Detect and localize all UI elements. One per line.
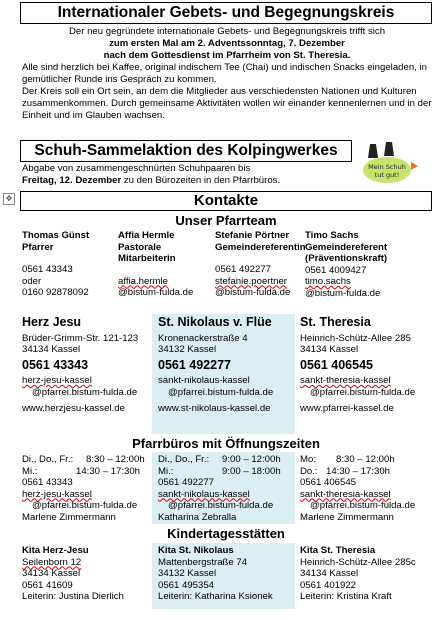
intro-place: nach dem Gottesdienst im Pfarrheim von St. Theresia. — [103, 50, 351, 61]
offices-title: Pfarrbüros mit Öffnungszeiten — [132, 436, 320, 451]
team-member — [215, 230, 315, 299]
kita-lead: Leiterin: Kristina Kraft — [300, 591, 392, 602]
heading-kontakte: Kontakte — [20, 191, 432, 211]
kita-phone: 0561 401922 — [300, 579, 357, 591]
kita-lead: Leiterin: Justina Dierlich — [22, 591, 124, 602]
member-role: Pfarrer — [22, 241, 54, 253]
member-mail[interactable]: @bistum-fulda.de — [305, 287, 381, 299]
member-role: (Präventionskraft) — [305, 253, 388, 264]
office-hours: Di., Do., Fr.: 9:00 – 12:00h — [158, 454, 281, 465]
member-name: Stefanie Pörtner — [215, 230, 290, 241]
office-person: Katharina Zebralla — [158, 511, 237, 523]
church-phone: 0561 406545 — [300, 357, 373, 372]
office-phone: 0561 406545 — [300, 477, 357, 488]
team-member — [305, 230, 435, 299]
kita-phone: 0561 41609 — [22, 579, 73, 591]
logo-text: Mein Schuh — [368, 163, 406, 171]
svg-text:tut gut!: tut gut! — [374, 171, 400, 179]
shoe-logo — [356, 136, 418, 192]
team-member — [22, 230, 112, 299]
church-city: 34132 Kassel — [158, 344, 217, 355]
church-mail[interactable]: @pfarrei.bistum-fulda.de — [310, 386, 416, 398]
schuh-line — [22, 175, 352, 187]
church-street: Heinrich-Schütz-Allee 285 — [300, 332, 411, 344]
kita-street: Seilenborn 12 — [22, 556, 82, 568]
church-mail[interactable]: @pfarrei.bistum-fulda.de — [168, 386, 274, 398]
church-street: Kronenackerstraße 4 — [158, 332, 248, 344]
office-mail[interactable]: sankt-nikolaus-kassel — [158, 488, 250, 500]
member-name: Affia Hermle — [118, 230, 175, 241]
schuh-text — [22, 163, 352, 187]
intro-text — [22, 26, 432, 122]
schuh-line: Abgabe von zusammengeschnürten Schuhpaaren bis — [22, 163, 251, 174]
office-mail[interactable]: @pfarrei.bistum-fulda.de — [32, 500, 138, 511]
schuh-rest: zu den Bürozeiten in den Pfarrbüros. — [121, 175, 281, 186]
church-mail[interactable]: herz-jesu-kassel — [22, 375, 92, 386]
office-mail[interactable]: @pfarrei.bistum-fulda.de — [168, 500, 274, 511]
church-name: Herz Jesu — [22, 315, 82, 329]
kita-st-nikolaus — [158, 545, 294, 603]
church-st-theresia — [300, 317, 434, 415]
office-hours: Mo: 8:30 – 12:00h — [300, 454, 395, 465]
church-city: 34134 Kassel — [22, 344, 81, 355]
schuh-date: Freitag, 12. Dezember — [22, 175, 122, 186]
office-st-nikolaus — [158, 454, 294, 523]
church-city: 34134 Kassel — [300, 344, 359, 355]
kita-phone: 0561 495354 — [158, 579, 215, 591]
member-role: Gemeindereferentin — [215, 241, 306, 253]
member-mail[interactable]: affia.hermle — [118, 275, 168, 287]
office-hours: Do.: 14:30 – 17:30h — [300, 465, 391, 477]
office-mail[interactable]: @pfarrei.bistum-fulda.de — [310, 500, 416, 511]
office-hours: Mi.: 9:00 – 18:00h — [158, 465, 281, 477]
church-mail[interactable]: sankt-nikolaus-kassel — [158, 375, 250, 386]
office-herz-jesu — [22, 454, 150, 523]
church-name: St. Theresia — [300, 315, 371, 329]
member-mail[interactable]: timo.sachs — [305, 276, 351, 287]
member-mail[interactable]: stefanie.poertner — [215, 275, 287, 287]
church-st-nikolaus — [158, 317, 294, 415]
member-role: Mitarbeiterin — [118, 253, 176, 264]
move-handle-icon[interactable]: ✥ — [3, 193, 15, 205]
office-mail[interactable]: herz-jesu-kassel — [22, 488, 92, 500]
intro-paragraph: Der Kreis soll ein Ort sein, an dem die Mitglieder aus verschiedensten Nationen und Kulturen zusammenkommen. Durch gemeinsame Aktivitäten wollen wir einander kennenlernen und in der Einheit und im Glauben wachsen. — [22, 86, 432, 121]
kita-name: Kita Herz-Jesu — [22, 545, 89, 556]
member-phone: 0561 4009427 — [305, 264, 367, 276]
kita-name: Kita St. Nikolaus — [158, 545, 234, 556]
member-phone: 0561 43343 — [22, 264, 73, 275]
intro-line: Der neu gegründete internationale Gebets- und Begegnungskreis trifft sich — [68, 26, 386, 37]
kita-city: 34134 Kassel — [22, 568, 81, 579]
kita-street: Mattenbergstraße 74 — [158, 556, 248, 568]
member-extra: oder — [22, 275, 42, 287]
kita-lead: Leiterin: Katharina Ksionek — [158, 591, 273, 602]
member-extra: 0160 92878092 — [22, 287, 89, 298]
team-member — [118, 230, 213, 299]
office-person: Marlene Zimmermann — [300, 511, 394, 523]
kita-street: Heinrich-Schütz-Allee 285c — [300, 556, 416, 568]
kita-city: 34134 Kassel — [300, 568, 359, 579]
office-hours: Di., Do., Fr.: 8:30 – 12:00h — [22, 454, 145, 465]
office-phone: 0561 492277 — [158, 477, 215, 488]
church-name: St. Nikolaus v. Flüe — [158, 315, 272, 329]
kita-city: 34132 Kassel — [158, 568, 217, 579]
church-mail[interactable]: @pfarrei.bistum-fulda.de — [32, 386, 138, 398]
pfarrteam-title: Unser Pfarrteam — [175, 213, 277, 228]
member-name: Timo Sachs — [305, 230, 359, 241]
church-web[interactable]: www.herzjesu-kassel.de — [22, 403, 125, 414]
church-phone: 0561 492277 — [158, 357, 231, 372]
member-role: Gemeindereferent — [305, 241, 388, 253]
heading-schuhsammelaktion: Schuh-Sammelaktion des Kolpingwerkes — [20, 140, 352, 162]
member-mail[interactable]: @bistum-fulda.de — [215, 287, 291, 298]
member-mail[interactable]: @bistum-fulda.de — [118, 287, 194, 298]
church-web[interactable]: www.st-nikolaus-kassel.de — [158, 403, 271, 414]
church-phone: 0561 43343 — [22, 357, 89, 372]
office-hours: Mi.: 14:30 – 17:30h — [22, 465, 141, 477]
heading-gebetskreis: Internationaler Gebets- und Begegnungskreis — [20, 2, 432, 24]
office-phone: 0561 43343 — [22, 477, 73, 488]
member-name: Thomas Günst — [22, 230, 90, 241]
church-mail[interactable]: sankt-theresia-kassel — [300, 375, 391, 386]
intro-paragraph: Alle sind herzlich bei Kaffee, original indischem Tee (Chai) und indischen Snacks eingeladen, in gemütlicher Runde ins Gespräch zu kommen. — [22, 62, 427, 85]
member-phone: 0561 492277 — [215, 264, 272, 275]
intro-date: zum ersten Mal am 2. Adventssonntag, 7. Dezember — [109, 38, 345, 49]
kita-name: Kita St. Theresia — [300, 545, 376, 556]
church-web[interactable]: www.pfarrei-kassel.de — [300, 403, 394, 414]
church-street: Brüder-Grimm-Str. 121-123 — [22, 332, 139, 344]
church-herz-jesu — [22, 317, 150, 415]
member-role: Pastorale — [118, 241, 162, 253]
office-st-theresia — [300, 454, 434, 523]
kita-herz-jesu — [22, 545, 150, 603]
kita-st-theresia — [300, 545, 434, 603]
kitas-title: Kindertagesstätten — [167, 526, 285, 541]
office-mail[interactable]: sankt-theresia-kassel — [300, 488, 391, 500]
office-person: Marlene Zimmermann — [22, 511, 116, 523]
